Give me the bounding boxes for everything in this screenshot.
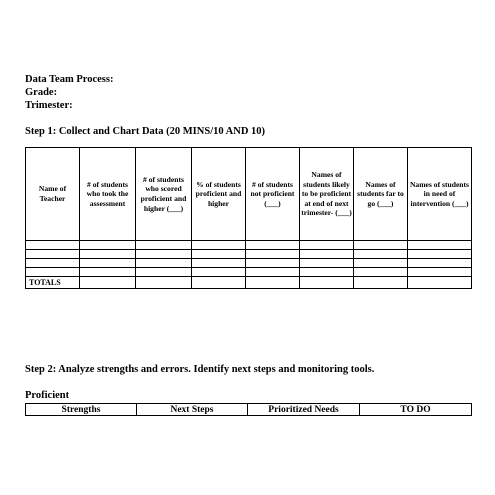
table-cell[interactable] [246,259,300,268]
table-cell[interactable] [354,250,408,259]
table-cell[interactable] [192,250,246,259]
table-cell[interactable] [246,268,300,277]
table-cell[interactable] [246,277,300,289]
table-cell[interactable] [80,259,136,268]
table-cell[interactable] [300,250,354,259]
col-header-teacher: Name of Teacher [26,148,80,241]
table-cell[interactable] [408,268,472,277]
table-cell[interactable] [192,259,246,268]
table-cell[interactable] [246,250,300,259]
table-cell[interactable] [80,241,136,250]
table-cell[interactable] [136,241,192,250]
table-cell[interactable] [300,259,354,268]
table-cell[interactable] [80,268,136,277]
trimester-label: Trimester: [25,100,73,111]
table-cell[interactable] [300,268,354,277]
table-cell[interactable] [300,241,354,250]
table-cell[interactable] [408,259,472,268]
table-row [26,250,472,259]
table-row [26,268,472,277]
table-row [26,259,472,268]
table-cell[interactable] [408,250,472,259]
table-cell[interactable] [354,241,408,250]
table-cell[interactable] [26,259,80,268]
col-header-prioritized-needs: Prioritized Needs [248,404,360,416]
totals-label: TOTALS [26,277,80,289]
table-cell[interactable] [192,241,246,250]
table-cell[interactable] [354,268,408,277]
step1-heading: Step 1: Collect and Chart Data (20 MINS/10 AND 10) [25,126,266,137]
col-header-to-do: TO DO [360,404,472,416]
table-cell[interactable] [300,277,354,289]
table-cell[interactable] [354,259,408,268]
data-chart-table [25,147,472,289]
table-cell[interactable] [80,250,136,259]
process-title: Data Team Process: [25,74,114,85]
grade-label: Grade: [25,87,58,98]
col-header-proficient-percent: % of students proficient and higher [192,148,246,241]
table-cell[interactable] [192,277,246,289]
table-cell[interactable] [136,250,192,259]
table-header-row [26,148,472,241]
col-header-next-steps: Next Steps [137,404,248,416]
totals-row [26,277,472,289]
table-cell[interactable] [136,268,192,277]
step2-heading: Step 2: Analyze strengths and errors. Identify next steps and monitoring tools. [25,364,375,375]
table-cell[interactable] [354,277,408,289]
table-cell[interactable] [26,250,80,259]
col-header-not-proficient: # of students not proficient (___) [246,148,300,241]
col-header-far-to-go: Names of students far to go (___) [354,148,408,241]
table-cell[interactable] [26,268,80,277]
table-cell[interactable] [408,277,472,289]
col-header-strengths: Strengths [26,404,137,416]
proficient-label: Proficient [25,390,70,401]
analysis-header-row [26,404,472,416]
table-cell[interactable] [80,277,136,289]
col-header-took-assessment: # of students who took the assessment [80,148,136,241]
table-cell[interactable] [136,259,192,268]
table-row [26,241,472,250]
table-cell[interactable] [136,277,192,289]
table-cell[interactable] [26,241,80,250]
analysis-table [25,403,472,416]
table-cell[interactable] [408,241,472,250]
col-header-proficient-count: # of students who scored proficient and higher (___) [136,148,192,241]
table-cell[interactable] [192,268,246,277]
col-header-intervention: Names of students in need of intervention (___) [408,148,472,241]
table-cell[interactable] [246,241,300,250]
col-header-likely-proficient: Names of students likely to be proficient at end of next trimester- (___) [300,148,354,241]
